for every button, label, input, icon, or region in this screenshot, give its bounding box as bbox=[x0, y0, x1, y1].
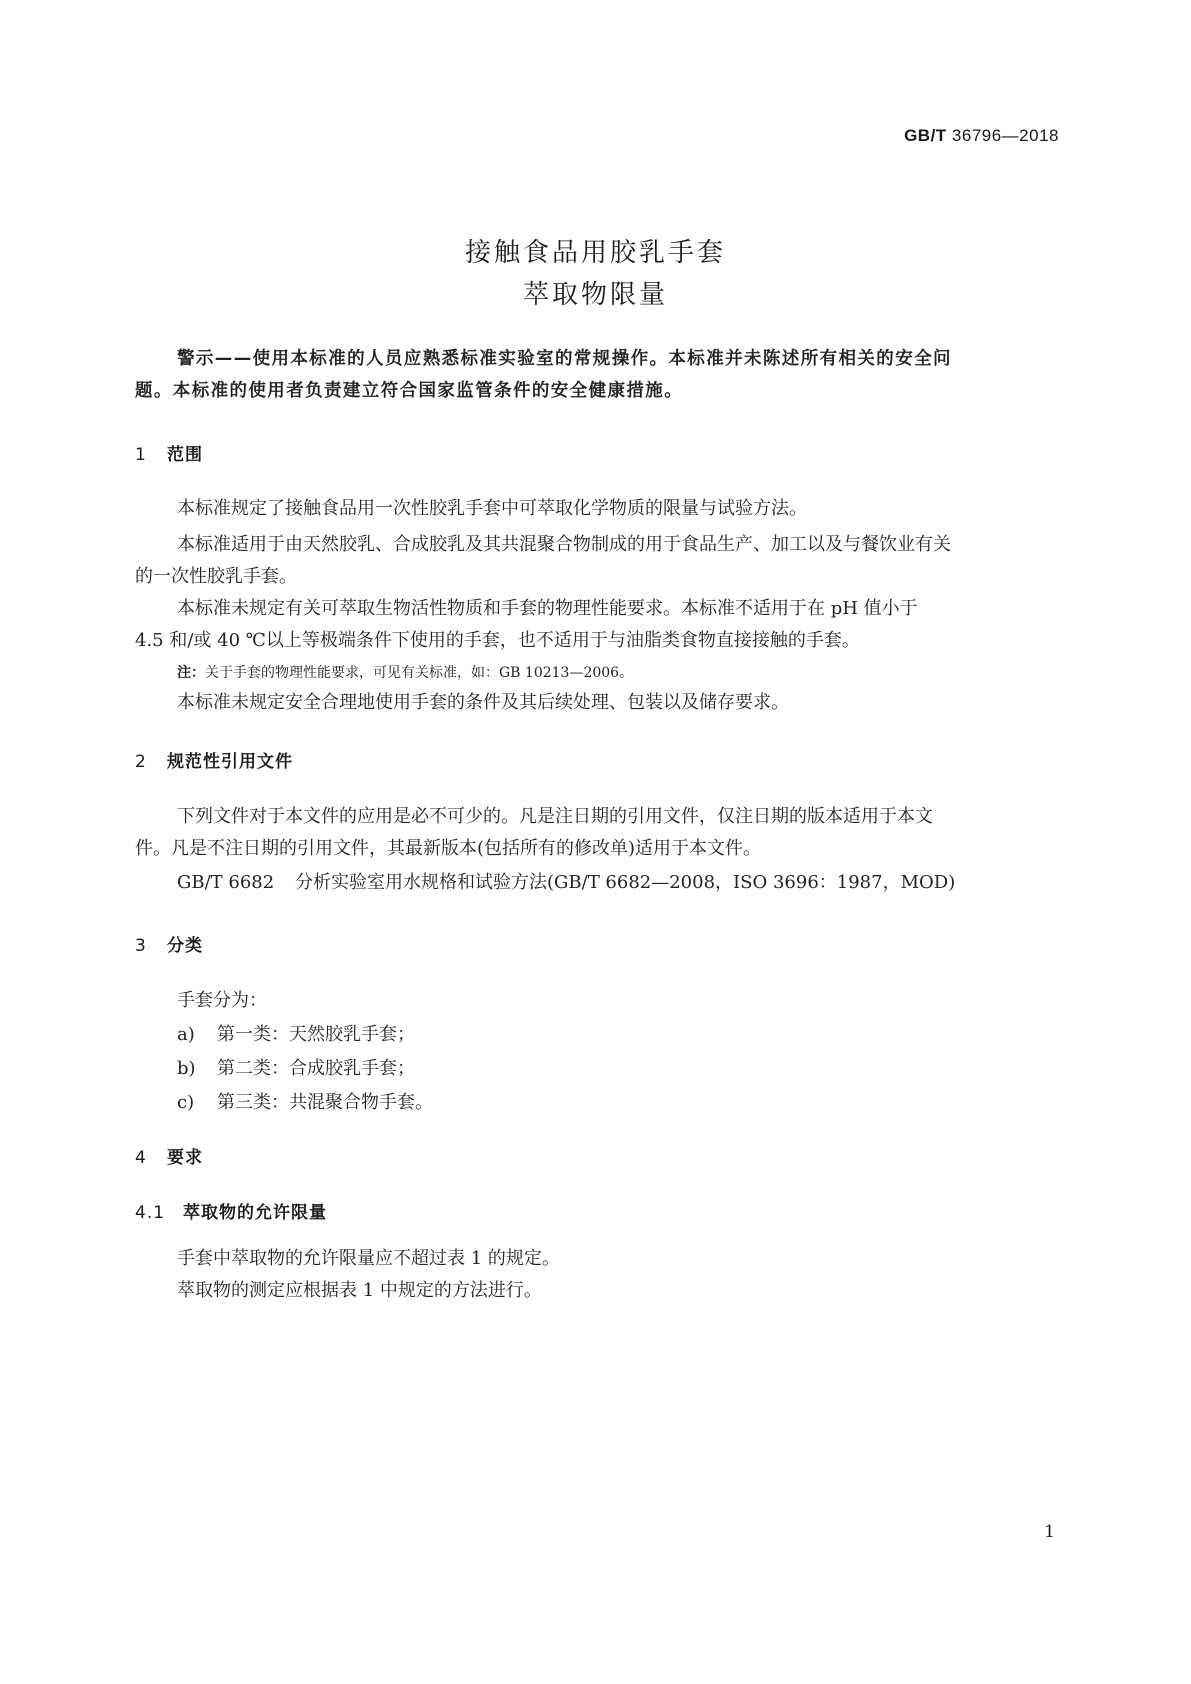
list-item bbox=[177, 1088, 433, 1114]
list-label: b) bbox=[177, 1058, 196, 1079]
section-number: 1 bbox=[135, 445, 147, 465]
list-item bbox=[177, 1054, 415, 1080]
section-title: 规范性引用文件 bbox=[167, 752, 293, 772]
paragraph: 本标准未规定有关可萃取生物活性物质和手套的物理性能要求。本标准不适用于在 pH 值小于 bbox=[177, 598, 918, 619]
paragraph: 手套中萃取物的允许限量应不超过表 1 的规定。 bbox=[177, 1248, 560, 1269]
section-heading-normative-references bbox=[135, 747, 293, 772]
section-heading-requirements bbox=[135, 1143, 203, 1168]
list-text: 第二类：合成胶乳手套； bbox=[217, 1058, 415, 1079]
standard-number bbox=[904, 126, 1059, 146]
note bbox=[177, 662, 633, 682]
paragraph: 本标准规定了接触食品用一次性胶乳手套中可萃取化学物质的限量与试验方法。 bbox=[177, 498, 807, 519]
subsection-title: 萃取物的允许限量 bbox=[183, 1203, 327, 1223]
standard-prefix: GB/T bbox=[904, 126, 947, 145]
paragraph: 件。凡是不注日期的引用文件，其最新版本(包括所有的修改单)适用于本文件。 bbox=[135, 838, 762, 859]
list-text: 第三类：共混聚合物手套。 bbox=[217, 1092, 433, 1113]
warning-line2: 题。本标准的使用者负责建立符合国家监管条件的安全健康措施。 bbox=[135, 381, 684, 401]
standard-code: 36796—2018 bbox=[951, 126, 1059, 145]
reference-entry bbox=[177, 868, 955, 894]
note-text: 关于手套的物理性能要求，可见有关标准，如：GB 10213—2006。 bbox=[205, 665, 634, 681]
section-title: 范围 bbox=[167, 445, 203, 465]
subsection-heading-extractables-limit bbox=[135, 1198, 327, 1223]
list-label: c) bbox=[177, 1092, 195, 1113]
list-label: a) bbox=[177, 1024, 195, 1045]
paragraph: 手套分为： bbox=[177, 990, 267, 1011]
list-item bbox=[177, 1020, 415, 1046]
paragraph: 下列文件对于本文件的应用是必不可少的。凡是注日期的引用文件，仅注日期的版本适用于本文 bbox=[177, 806, 933, 827]
section-number: 2 bbox=[135, 752, 147, 772]
paragraph: 本标准未规定安全合理地使用手套的条件及其后续处理、包装以及储存要求。 bbox=[177, 692, 789, 713]
list-text: 第一类：天然胶乳手套； bbox=[217, 1024, 415, 1045]
document-title-line1: 接触食品用胶乳手套 bbox=[464, 238, 726, 268]
paragraph: 本标准适用于由天然胶乳、合成胶乳及其共混聚合物制成的用于食品生产、加工以及与餐饮业有关 bbox=[177, 534, 951, 555]
warning-line1: 警示——使用本标准的人员应熟悉标准实验室的常规操作。本标准并未陈述所有相关的安全问 bbox=[177, 349, 952, 369]
note-label: 注： bbox=[177, 665, 205, 681]
paragraph: 的一次性胶乳手套。 bbox=[135, 566, 297, 587]
section-number: 3 bbox=[135, 936, 147, 956]
reference-title: 分析实验室用水规格和试验方法(GB/T 6682—2008，ISO 3696：1987，MOD) bbox=[295, 872, 956, 893]
paragraph: 4.5 和/或 40 ℃以上等极端条件下使用的手套，也不适用于与油脂类食物直接接触的手套。 bbox=[135, 630, 860, 651]
document-title-line2: 萃取物限量 bbox=[522, 280, 668, 310]
section-title: 要求 bbox=[167, 1148, 203, 1168]
section-heading-classification bbox=[135, 931, 203, 956]
page-number: 1 bbox=[1044, 1522, 1055, 1542]
subsection-number: 4.1 bbox=[135, 1203, 166, 1223]
reference-code: GB/T 6682 bbox=[177, 872, 275, 893]
paragraph: 萃取物的测定应根据表 1 中规定的方法进行。 bbox=[177, 1280, 542, 1301]
section-number: 4 bbox=[135, 1148, 147, 1168]
section-title: 分类 bbox=[167, 936, 203, 956]
section-heading-scope bbox=[135, 440, 203, 465]
